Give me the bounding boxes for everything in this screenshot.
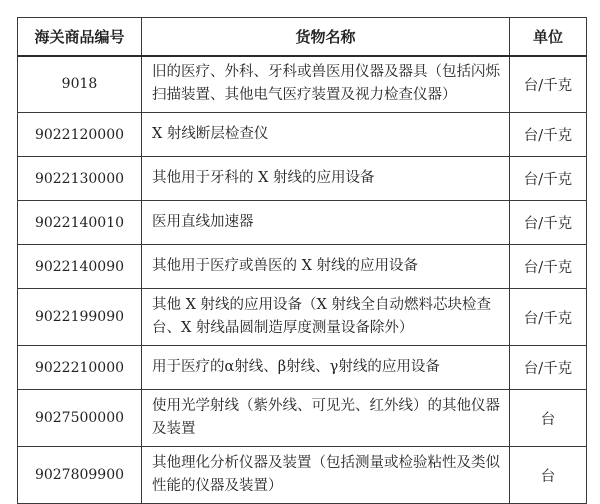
cell-name: 其他用于牙科的 X 射线的应用设备 [142,157,510,201]
cell-unit: 台/千克 [510,346,587,390]
cell-unit: 台 [510,390,587,447]
table-row [18,289,587,346]
table-row [18,346,587,390]
cell-name: X 射线断层检查仪 [142,113,510,157]
cell-unit: 台/千克 [510,56,587,113]
header-code: 海关商品编号 [18,18,142,56]
cell-code: 9022130000 [18,157,142,201]
cell-code: 9027809900 [18,447,142,504]
cell-unit: 台/千克 [510,201,587,245]
cell-name: 旧的医疗、外科、牙科或兽医用仪器及器具（包括闪烁扫描装置、其他电气医疗装置及视力检查仪器） [142,56,510,113]
cell-unit: 台 [510,447,587,504]
cell-unit: 台/千克 [510,245,587,289]
cell-name: 医用直线加速器 [142,201,510,245]
cell-unit: 台/千克 [510,113,587,157]
cell-name: 用于医疗的α射线、β射线、γ射线的应用设备 [142,346,510,390]
table-row [18,157,587,201]
cell-code: 9022120000 [18,113,142,157]
goods-table [17,17,587,504]
cell-code: 9027500000 [18,390,142,447]
table-row [18,390,587,447]
cell-code: 9022140090 [18,245,142,289]
cell-code: 9022140010 [18,201,142,245]
cell-code: 9022199090 [18,289,142,346]
header-unit: 单位 [510,18,587,56]
header-name: 货物名称 [142,18,510,56]
cell-name: 其他 X 射线的应用设备（X 射线全自动燃料芯块检查台、X 射线晶圆制造厚度测量设备除外） [142,289,510,346]
cell-code: 9018 [18,56,142,113]
table-row [18,113,587,157]
table-row [18,447,587,504]
table-header-row [18,18,587,56]
cell-name: 其他用于医疗或兽医的 X 射线的应用设备 [142,245,510,289]
cell-code: 9022210000 [18,346,142,390]
table-row [18,56,587,113]
cell-unit: 台/千克 [510,157,587,201]
table-row [18,245,587,289]
cell-unit: 台/千克 [510,289,587,346]
table-row [18,201,587,245]
cell-name: 使用光学射线（紫外线、可见光、红外线）的其他仪器及装置 [142,390,510,447]
cell-name: 其他理化分析仪器及装置（包括测量或检验粘性及类似性能的仪器及装置） [142,447,510,504]
